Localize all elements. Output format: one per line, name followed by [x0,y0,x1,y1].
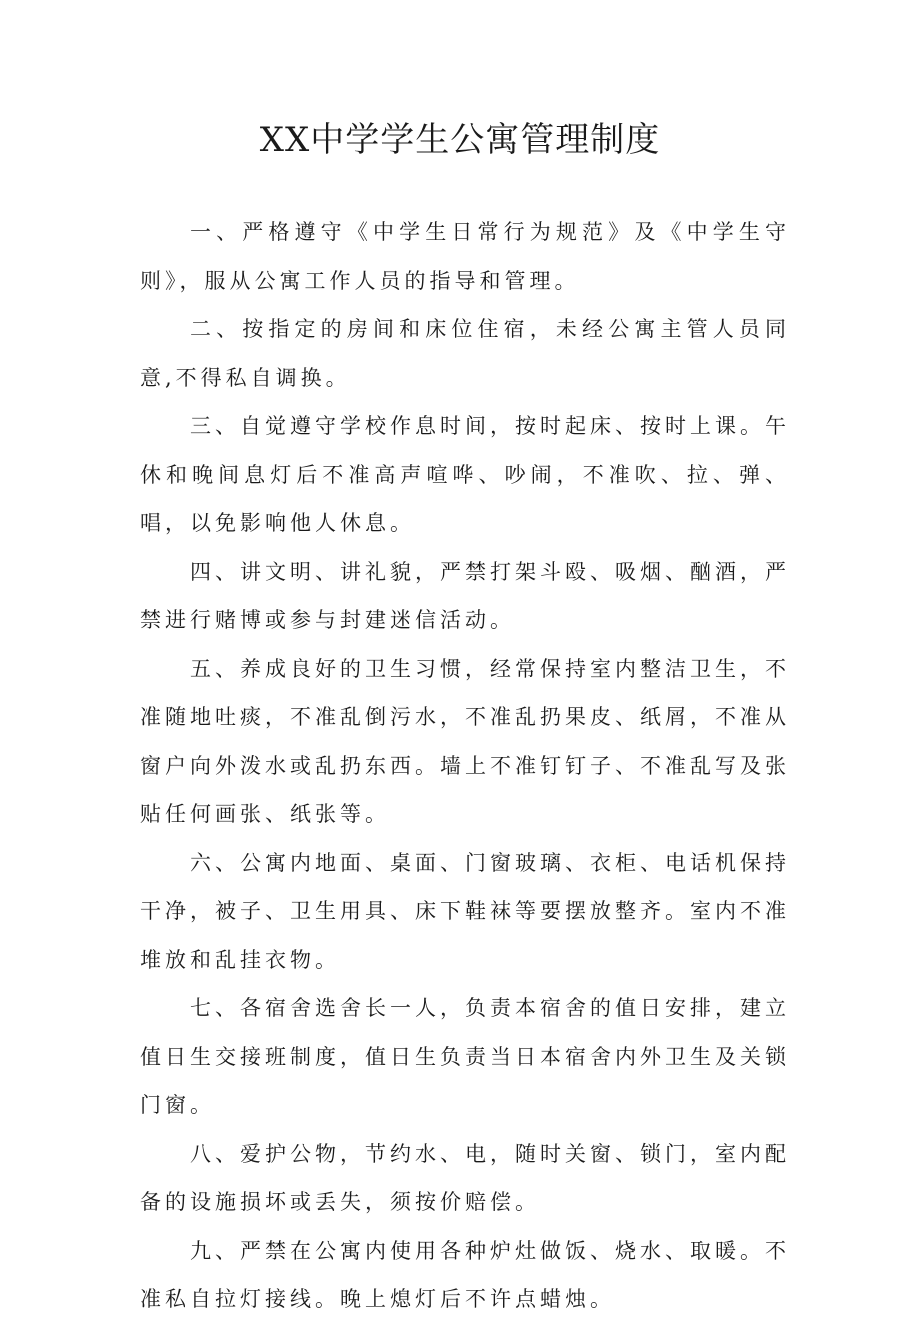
rule-paragraph-8: 八、爱护公物，节约水、电，随时关窗、锁门，室内配备的设施损坏或丢失，须按价赔偿。 [140,1141,790,1214]
document-title: XX中学学生公寓管理制度 [259,120,661,160]
rule-paragraph-4: 四、讲文明、讲礼貌，严禁打架斗殴、吸烟、酗酒，严禁进行赌博或参与封建迷信活动。 [140,559,790,632]
rule-paragraph-3: 三、自觉遵守学校作息时间，按时起床、按时上课。午休和晚间息灯后不准高声喧哗、吵闹，不准吹、拉、弹、唱，以免影响他人休息。 [140,414,790,535]
rule-paragraph-1: 一、严格遵守《中学生日常行为规范》及《中学生守则》，服从公寓工作人员的指导和管理。 [140,220,790,293]
document-body [140,208,790,1324]
rule-paragraph-7: 七、各宿舍选舍长一人，负责本宿舍的值日安排，建立值日生交接班制度，值日生负责当日本宿舍内外卫生及关锁门窗。 [140,996,790,1117]
rule-paragraph-6: 六、公寓内地面、桌面、门窗玻璃、衣柜、电话机保持干净，被子、卫生用具、床下鞋袜等要摆放整齐。室内不准堆放和乱挂衣物。 [140,850,790,972]
rule-paragraph-5: 五、养成良好的卫生习惯，经常保持室内整洁卫生，不准随地吐痰，不准乱倒污水，不准乱扔果皮、纸屑，不准从窗户向外泼水或乱扔东西。墙上不准钉钉子、不准乱写及张贴任何画张、纸张等。 [140,656,790,826]
rule-paragraph-2: 二、按指定的房间和床位住宿，未经公寓主管人员同意,不得私自调换。 [140,317,790,390]
rule-paragraph-9: 九、严禁在公寓内使用各种炉灶做饭、烧水、取暖。不准私自拉灯接线。晚上熄灯后不许点蜡烛。 [140,1238,790,1311]
